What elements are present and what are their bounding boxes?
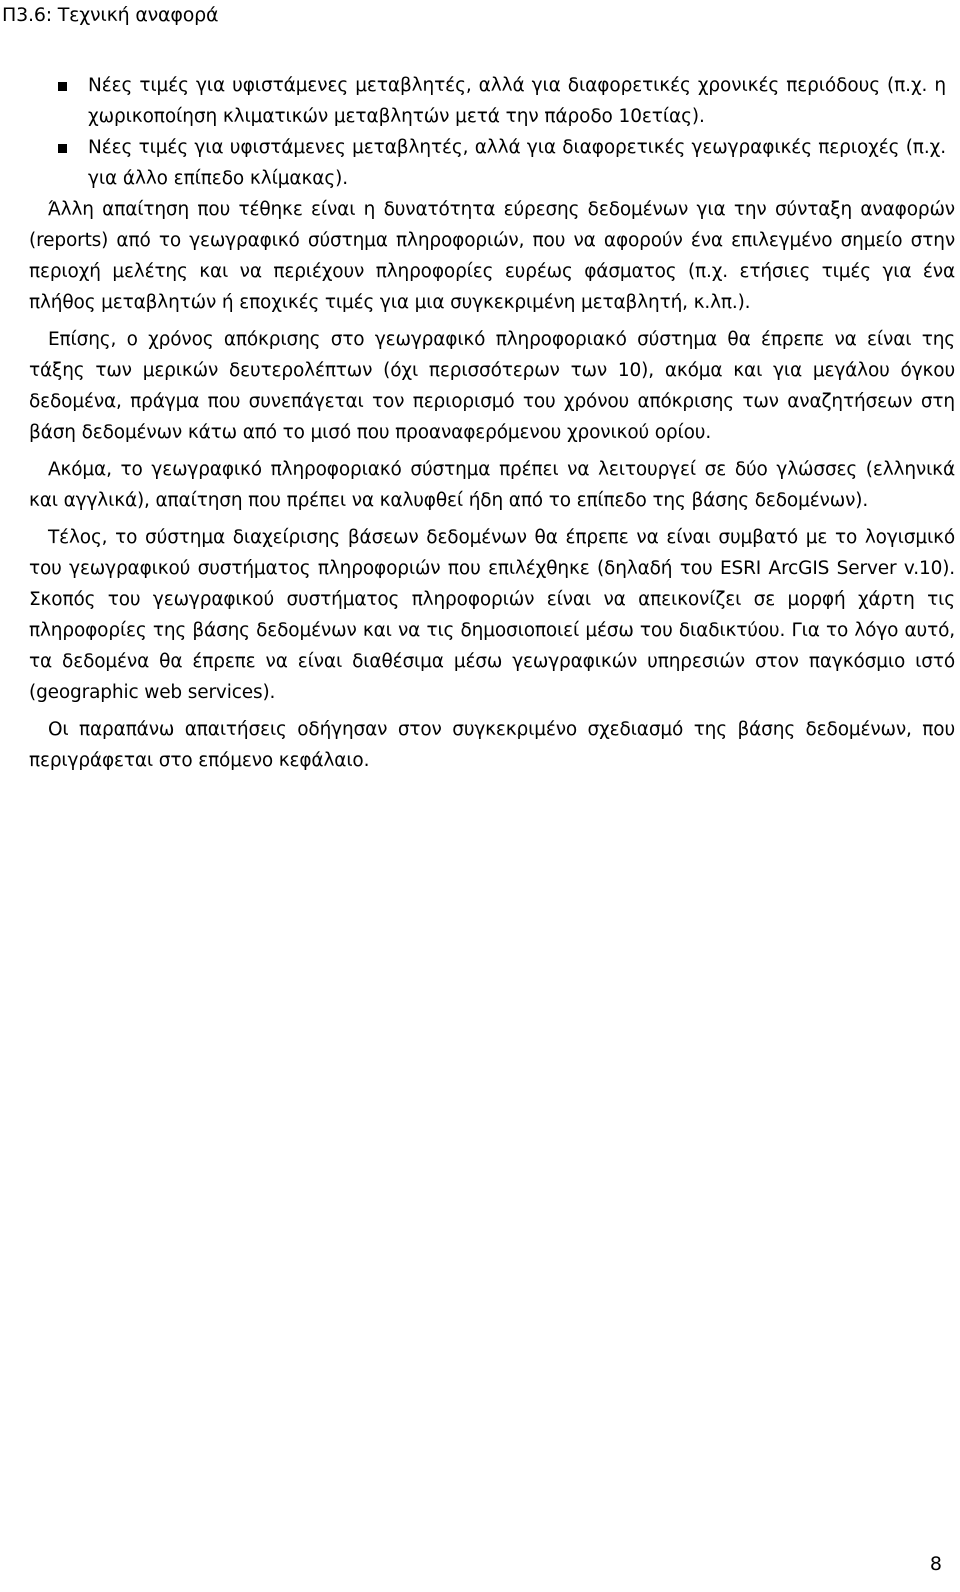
- bullet-text: Νέες τιμές για υφιστάμενες μεταβλητές, αλλά για διαφορετικές χρονικές περιόδους (π.χ. η χωρικοποίηση κλιματικών μεταβλητών μετά την πάροδο 10ετίας).: [88, 75, 946, 127]
- paragraph-response-time: Επίσης, ο χρόνος απόκρισης στο γεωγραφικό πληροφοριακό σύστημα θα έπρεπε να είναι της τάξης των μερικών δευτερολέπτων (όχι περισσότερων των 10), ακόμα και για μεγάλου όγκου δεδομένα, πράγμα που συνεπάγεται τον περιορισμό του χρόνου απόκρισης των αναζητήσεων στη βάση δεδομένων κάτω από το μισό που προαναφερόμενου χρονικού ορίου.: [29, 329, 955, 443]
- square-bullet-icon: [58, 82, 67, 91]
- paragraph-dbms-compatibility: Τέλος, το σύστημα διαχείρισης βάσεων δεδομένων θα έπρεπε να είναι συμβατό με το λογισμικό του γεωγραφικού συστήματος πληροφοριών που επιλέχθηκε (δηλαδή του ESRI ArcGIS Server v.10). Σκοπός του γεωγραφικού συστήματος πληροφοριών είναι να απεικονίζει σε μορφή χάρτη τις πληροφορίες της βάσης δεδομένων και να τις δημοσιοποιεί μέσω του διαδικτύου. Για το λόγο αυτό, τα δεδομένα θα έπρεπε να είναι διαθέσιμα μέσω γεωγραφικών υπηρεσιών στον παγκόσμιο ιστό (geographic web services).: [29, 527, 955, 703]
- bullet-list: [0, 70, 946, 194]
- paragraph-reports: Άλλη απαίτηση που τέθηκε είναι η δυνατότητα εύρεσης δεδομένων για την σύνταξη αναφορών (reports) από το γεωγραφικό σύστημα πληροφοριών, που να αφορούν ένα επιλεγμένο σημείο στην περιοχή μελέτης και να περιέχουν πληροφορίες ευρέως φάσματος (π.χ. ετήσιες τιμές για ένα πλήθος μεταβλητών ή εποχικές τιμές για μια συγκεκριμένη μεταβλητή, κ.λπ.).: [29, 199, 955, 313]
- bullet-item: [58, 132, 946, 194]
- page-header-title: Π3.6: Τεχνική αναφορά: [2, 4, 219, 26]
- bullet-text: Νέες τιμές για υφιστάμενες μεταβλητές, αλλά για διαφορετικές γεωγραφικές περιοχές (π.χ. για άλλο επίπεδο κλίμακας).: [88, 137, 946, 189]
- paragraph-conclusion: Οι παραπάνω απαιτήσεις οδήγησαν στον συγκεκριμένο σχεδιασμό της βάσης δεδομένων, που περιγράφεται στο επόμενο κεφάλαιο.: [29, 719, 955, 771]
- document-body: [29, 70, 955, 776]
- bullet-item: [58, 70, 946, 132]
- square-bullet-icon: [58, 144, 67, 153]
- page-number: 8: [929, 1553, 942, 1575]
- paragraph-languages: Ακόμα, το γεωγραφικό πληροφοριακό σύστημα πρέπει να λειτουργεί σε δύο γλώσσες (ελληνικά και αγγλικά), απαίτηση που πρέπει να καλυφθεί ήδη από το επίπεδο της βάσης δεδομένων).: [29, 459, 955, 511]
